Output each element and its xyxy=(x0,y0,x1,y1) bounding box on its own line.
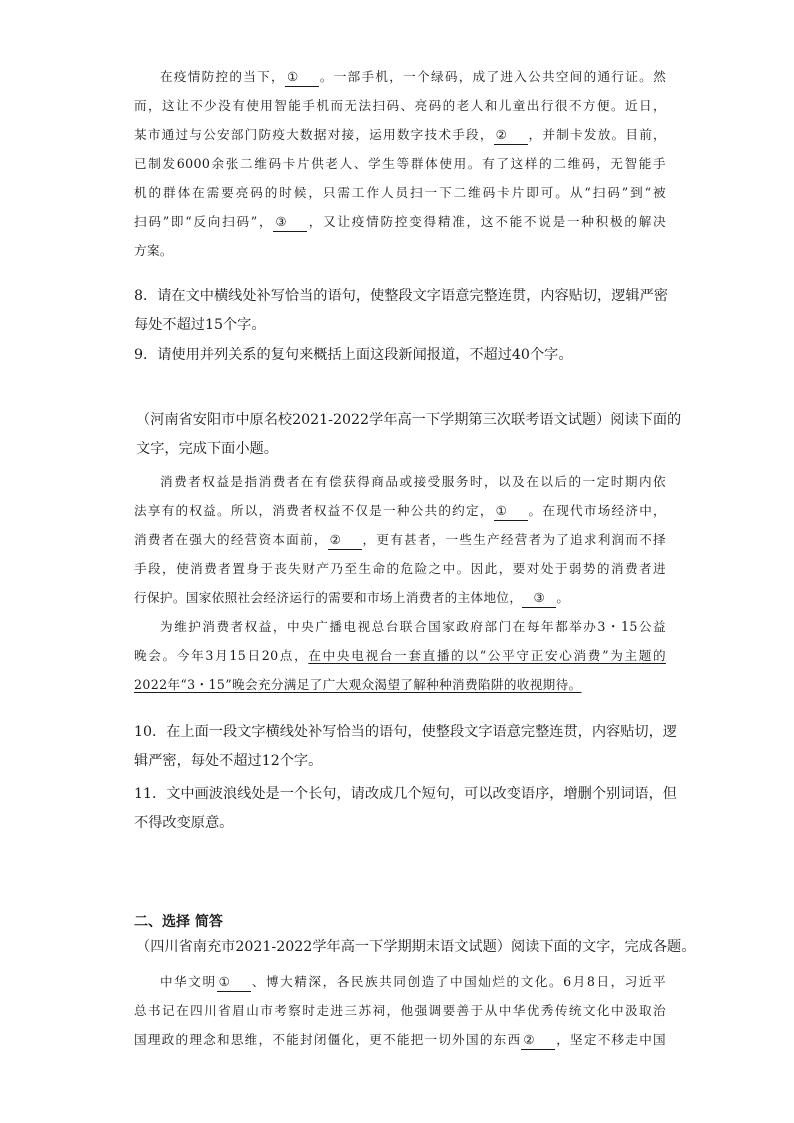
text-segment: 。 xyxy=(556,590,570,605)
question-text: 每处不超过15个字。 xyxy=(134,317,266,333)
question-text: 10．在上面一段文字横线处补写恰当的语句，使整段文字语意完整连贯，内容贴切，逻 xyxy=(134,724,677,740)
wavy-underlined-sentence: 在中央电视台一套直播的以“公平守正安心消费”为主题的 xyxy=(308,648,667,663)
text-segment: 中华文明 xyxy=(160,974,217,989)
source-text: （四川省南充市2021-2022学年高一下学期期末语文试题）阅读下面的文字，完成各题。 xyxy=(136,939,696,955)
question-text: 不得改变原意。 xyxy=(134,815,234,831)
fill-blank-2[interactable]: ② xyxy=(328,531,362,550)
text-segment: 晚会。今年3月15日20点， xyxy=(134,648,309,663)
text-segment: 。一部手机，一个绿码，成了进入公共空间的通行证。然 xyxy=(318,69,667,84)
question-text: 8．请在文中横线处补写恰当的语句，使整段文字语意完整连贯，内容贴切，逻辑严密 xyxy=(134,288,668,304)
passage-line xyxy=(134,641,666,670)
text-segment: 消费者在强大的经营资本面前， xyxy=(134,532,328,547)
passage-line: 总书记在四川省眉山市考察时走进三苏祠，他强调要善于从中华优秀传统文化中汲取治 xyxy=(134,1003,666,1018)
passage-line: 机的群体在需要亮码的时候，只需工作人员扫一下二维码卡片即可。从“扫码”到“被 xyxy=(134,185,666,200)
fill-blank-1[interactable]: ① xyxy=(217,973,251,992)
text-segment: 国理政的理念和思维，不能封闭僵化，更不能把一切外国的东西 xyxy=(134,1032,522,1047)
passage-line xyxy=(134,496,666,525)
source-note-3 xyxy=(136,933,696,962)
question-text: 辑严密，每处不超过12个字。 xyxy=(134,753,323,769)
text-segment: 某市通过与公安部门防疫大数据对接，运用数字技术手段， xyxy=(134,127,494,142)
text-segment: ，并制卡发放。目前， xyxy=(527,127,667,142)
question-9 xyxy=(134,341,666,370)
text-segment: 、博大精深，各民族共同创造了中国灿烂的文化。6月8日，习近平 xyxy=(250,974,666,989)
text-segment: ，更有甚者，一些生产经营者为了追求利润而不择 xyxy=(361,532,666,547)
fill-blank-3[interactable]: ③ xyxy=(522,589,556,608)
text-segment: ，坚定不移走中国 xyxy=(555,1032,666,1047)
passage-line: 手段，使消费者置身于丧失财产乃至生命的危险之中。因此，要对处于弱势的消费者进 xyxy=(134,561,666,576)
fill-blank-2[interactable]: ② xyxy=(521,1031,555,1050)
source-note-2 xyxy=(136,406,682,464)
question-11 xyxy=(134,780,677,838)
text-segment: 在疫情防控的当下， xyxy=(160,69,285,84)
passage-line xyxy=(134,1025,666,1054)
text-segment: 扫码”即“反向扫码”， xyxy=(134,214,274,229)
passage-line xyxy=(134,207,666,236)
text-segment: 。在现代市场经济中， xyxy=(527,503,667,518)
passage-line: 为维护消费者权益，中央广播电视总台联合国家政府部门在每年都举办3・15公益 xyxy=(160,619,666,634)
wavy-underlined-sentence: 2022年“3・15”晚会充分满足了广大观众渴望了解种种消费陷阱的收视期待。 xyxy=(134,677,582,692)
text-segment: 行保护。国家依照社会经济运行的需要和市场上消费者的主体地位， xyxy=(134,590,523,605)
question-8 xyxy=(134,282,666,340)
passage-line xyxy=(134,967,666,996)
text-segment: 法享有的权益。所以，消费者权益不仅是一种公共的约定， xyxy=(134,503,494,518)
passage-line xyxy=(134,120,666,149)
passage-line xyxy=(134,670,666,699)
passage-line: 而，这让不少没有使用智能手机而无法扫码、亮码的老人和儿童出行很不方便。近日， xyxy=(134,98,666,113)
question-10 xyxy=(134,718,677,776)
text-segment: ，又让疫情防控变得精准，这不能不说是一种积极的解决 xyxy=(307,214,666,229)
section-heading: 二、选择 简答 xyxy=(134,914,223,930)
source-text: （河南省安阳市中原名校2021-2022学年高一下学期第三次联考语文试题）阅读下面的 xyxy=(136,412,682,428)
source-text: 文字，完成下面小题。 xyxy=(136,441,278,457)
fill-blank-1[interactable]: ① xyxy=(494,502,528,521)
passage-line: 消费者权益是指消费者在有偿获得商品或接受服务时，以及在以后的一定时期内依 xyxy=(160,474,666,489)
passage-line xyxy=(134,583,666,612)
fill-blank-2[interactable]: ② xyxy=(494,126,528,145)
passage-3 xyxy=(134,967,666,1054)
passage-2 xyxy=(134,467,666,699)
fill-blank-1[interactable]: ① xyxy=(285,68,319,87)
passage-line: 方案。 xyxy=(134,243,173,258)
question-text: 11．文中画波浪线处是一个长句，请改成几个短句，可以改变语序，增删个别词语，但 xyxy=(134,786,677,802)
passage-line: 已制发6000余张二维码卡片供老人、学生等群体使用。有了这样的二维码，无智能手 xyxy=(134,156,666,171)
question-text: 9．请使用并列关系的复句来概括上面这段新闻报道，不超过40个字。 xyxy=(134,347,573,363)
passage-line xyxy=(134,525,666,554)
passage-line xyxy=(134,62,666,91)
fill-blank-3[interactable]: ③ xyxy=(273,213,307,232)
passage-1 xyxy=(134,62,666,265)
